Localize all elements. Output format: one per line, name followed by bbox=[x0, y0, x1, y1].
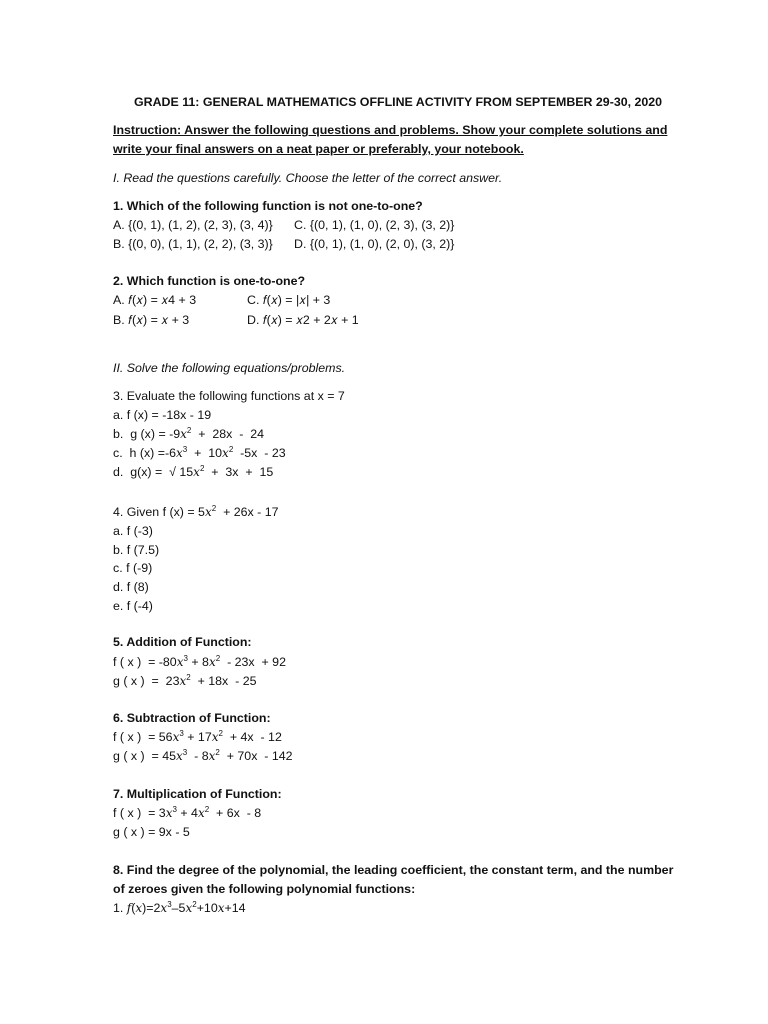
q8-heading-line-1: 8. Find the degree of the polynomial, the leading coefficient, the constant term, and the number bbox=[113, 863, 674, 877]
q1-choice-a: A. {(0, 1), (1, 2), (2, 3), (3, 4)} bbox=[113, 218, 273, 232]
q7-g: g ( x ) = 9x - 5 bbox=[113, 825, 190, 839]
q2-choice-b: B. 𝑓(𝑥) = 𝑥 + 3 bbox=[113, 313, 190, 327]
q3-item-d: d. g(x) = √ $15x^2 + 3x + 15$ bbox=[113, 464, 274, 479]
q6-heading: 6. Subtraction of Function: bbox=[113, 711, 271, 725]
q6-f: f ( x ) = $56x^3 + 17x^2 + 4x - 12$ bbox=[113, 729, 282, 744]
q4-question-suffix: + 26x - 17 bbox=[219, 505, 279, 519]
q8-heading-line-2: of zeroes given the following polynomial functions: bbox=[113, 882, 416, 896]
q8-item-1: 1. $f(x)=2x^3-5x^2+10x+14$ bbox=[113, 900, 246, 915]
q4-item-e: e. f (-4) bbox=[113, 599, 153, 613]
q1-choice-c: C. {(0, 1), (1, 0), (2, 3), (3, 2)} bbox=[294, 218, 455, 232]
q1-choice-d: D. {(0, 1), (1, 0), (2, 0), (3, 2)} bbox=[294, 237, 455, 251]
q2-choice-c: C. 𝑓(𝑥) = |𝑥| + 3 bbox=[247, 293, 331, 307]
page-title: GRADE 11: GENERAL MATHEMATICS OFFLINE ACTIVITY FROM SEPTEMBER 29-30, 2020 bbox=[134, 95, 663, 109]
q3-item-c: c. h $(x) =-6x^3 + 10x^2$ -5x - 23 bbox=[113, 445, 286, 460]
part-2-heading: II. Solve the following equations/problems. bbox=[113, 361, 346, 375]
q2-question: 2. Which function is one-to-one? bbox=[113, 274, 306, 288]
q3-item-b: b. g $(x) = -9x^2 + 28x - 24$ bbox=[113, 426, 265, 441]
q4-question-prefix: 4. Given f (x) = bbox=[113, 505, 199, 519]
q4-question: 4. Given f $(x) = 5x^2 + 26x - 17$ bbox=[113, 504, 279, 519]
part-1-heading: I. Read the questions carefully. Choose the letter of the correct answer. bbox=[113, 171, 503, 185]
q1-choice-b: B. {(0, 0), (1, 1), (2, 2), (3, 3)} bbox=[113, 237, 273, 251]
instruction-line-1: Instruction: Answer the following questions and problems. Show your complete solutions and bbox=[113, 123, 668, 137]
q1-question: 1. Which of the following function is not one-to-one? bbox=[113, 199, 423, 213]
q7-heading: 7. Multiplication of Function: bbox=[113, 787, 282, 801]
q3-item-a: a. f (x) = -18x - 19 bbox=[113, 408, 212, 422]
q5-f: f ( x ) = $-80x^3 + 8x^2 - 23x + 92$ bbox=[113, 654, 286, 669]
q6-g: g ( x ) = $45x^3 - 8x^2 + 70x - 142$ bbox=[113, 748, 293, 763]
q5-heading: 5. Addition of Function: bbox=[113, 635, 252, 649]
q5-g: g ( x ) = $23x^2 + 18x - 25$ bbox=[113, 673, 257, 688]
q7-f: f ( x ) = $3x^3 + 4x^2 + 6x - 8$ bbox=[113, 805, 262, 820]
q4-item-d: d. f (8) bbox=[113, 580, 149, 594]
q3-question: 3. Evaluate the following functions at x = 7 bbox=[113, 389, 345, 403]
q4-item-b: b. f (7.5) bbox=[113, 543, 160, 557]
q2-choice-d: D. 𝑓(𝑥) = 𝑥2 + 2𝑥 + 1 bbox=[247, 313, 359, 327]
q4-item-c: c. f (-9) bbox=[113, 561, 153, 575]
q2-choice-a: A. 𝑓(𝑥) = 𝑥4 + 3 bbox=[113, 293, 197, 307]
instruction-line-2: write your final answers on a neat paper or preferably, your notebook. bbox=[113, 142, 524, 156]
q4-item-a: a. f (-3) bbox=[113, 524, 153, 538]
